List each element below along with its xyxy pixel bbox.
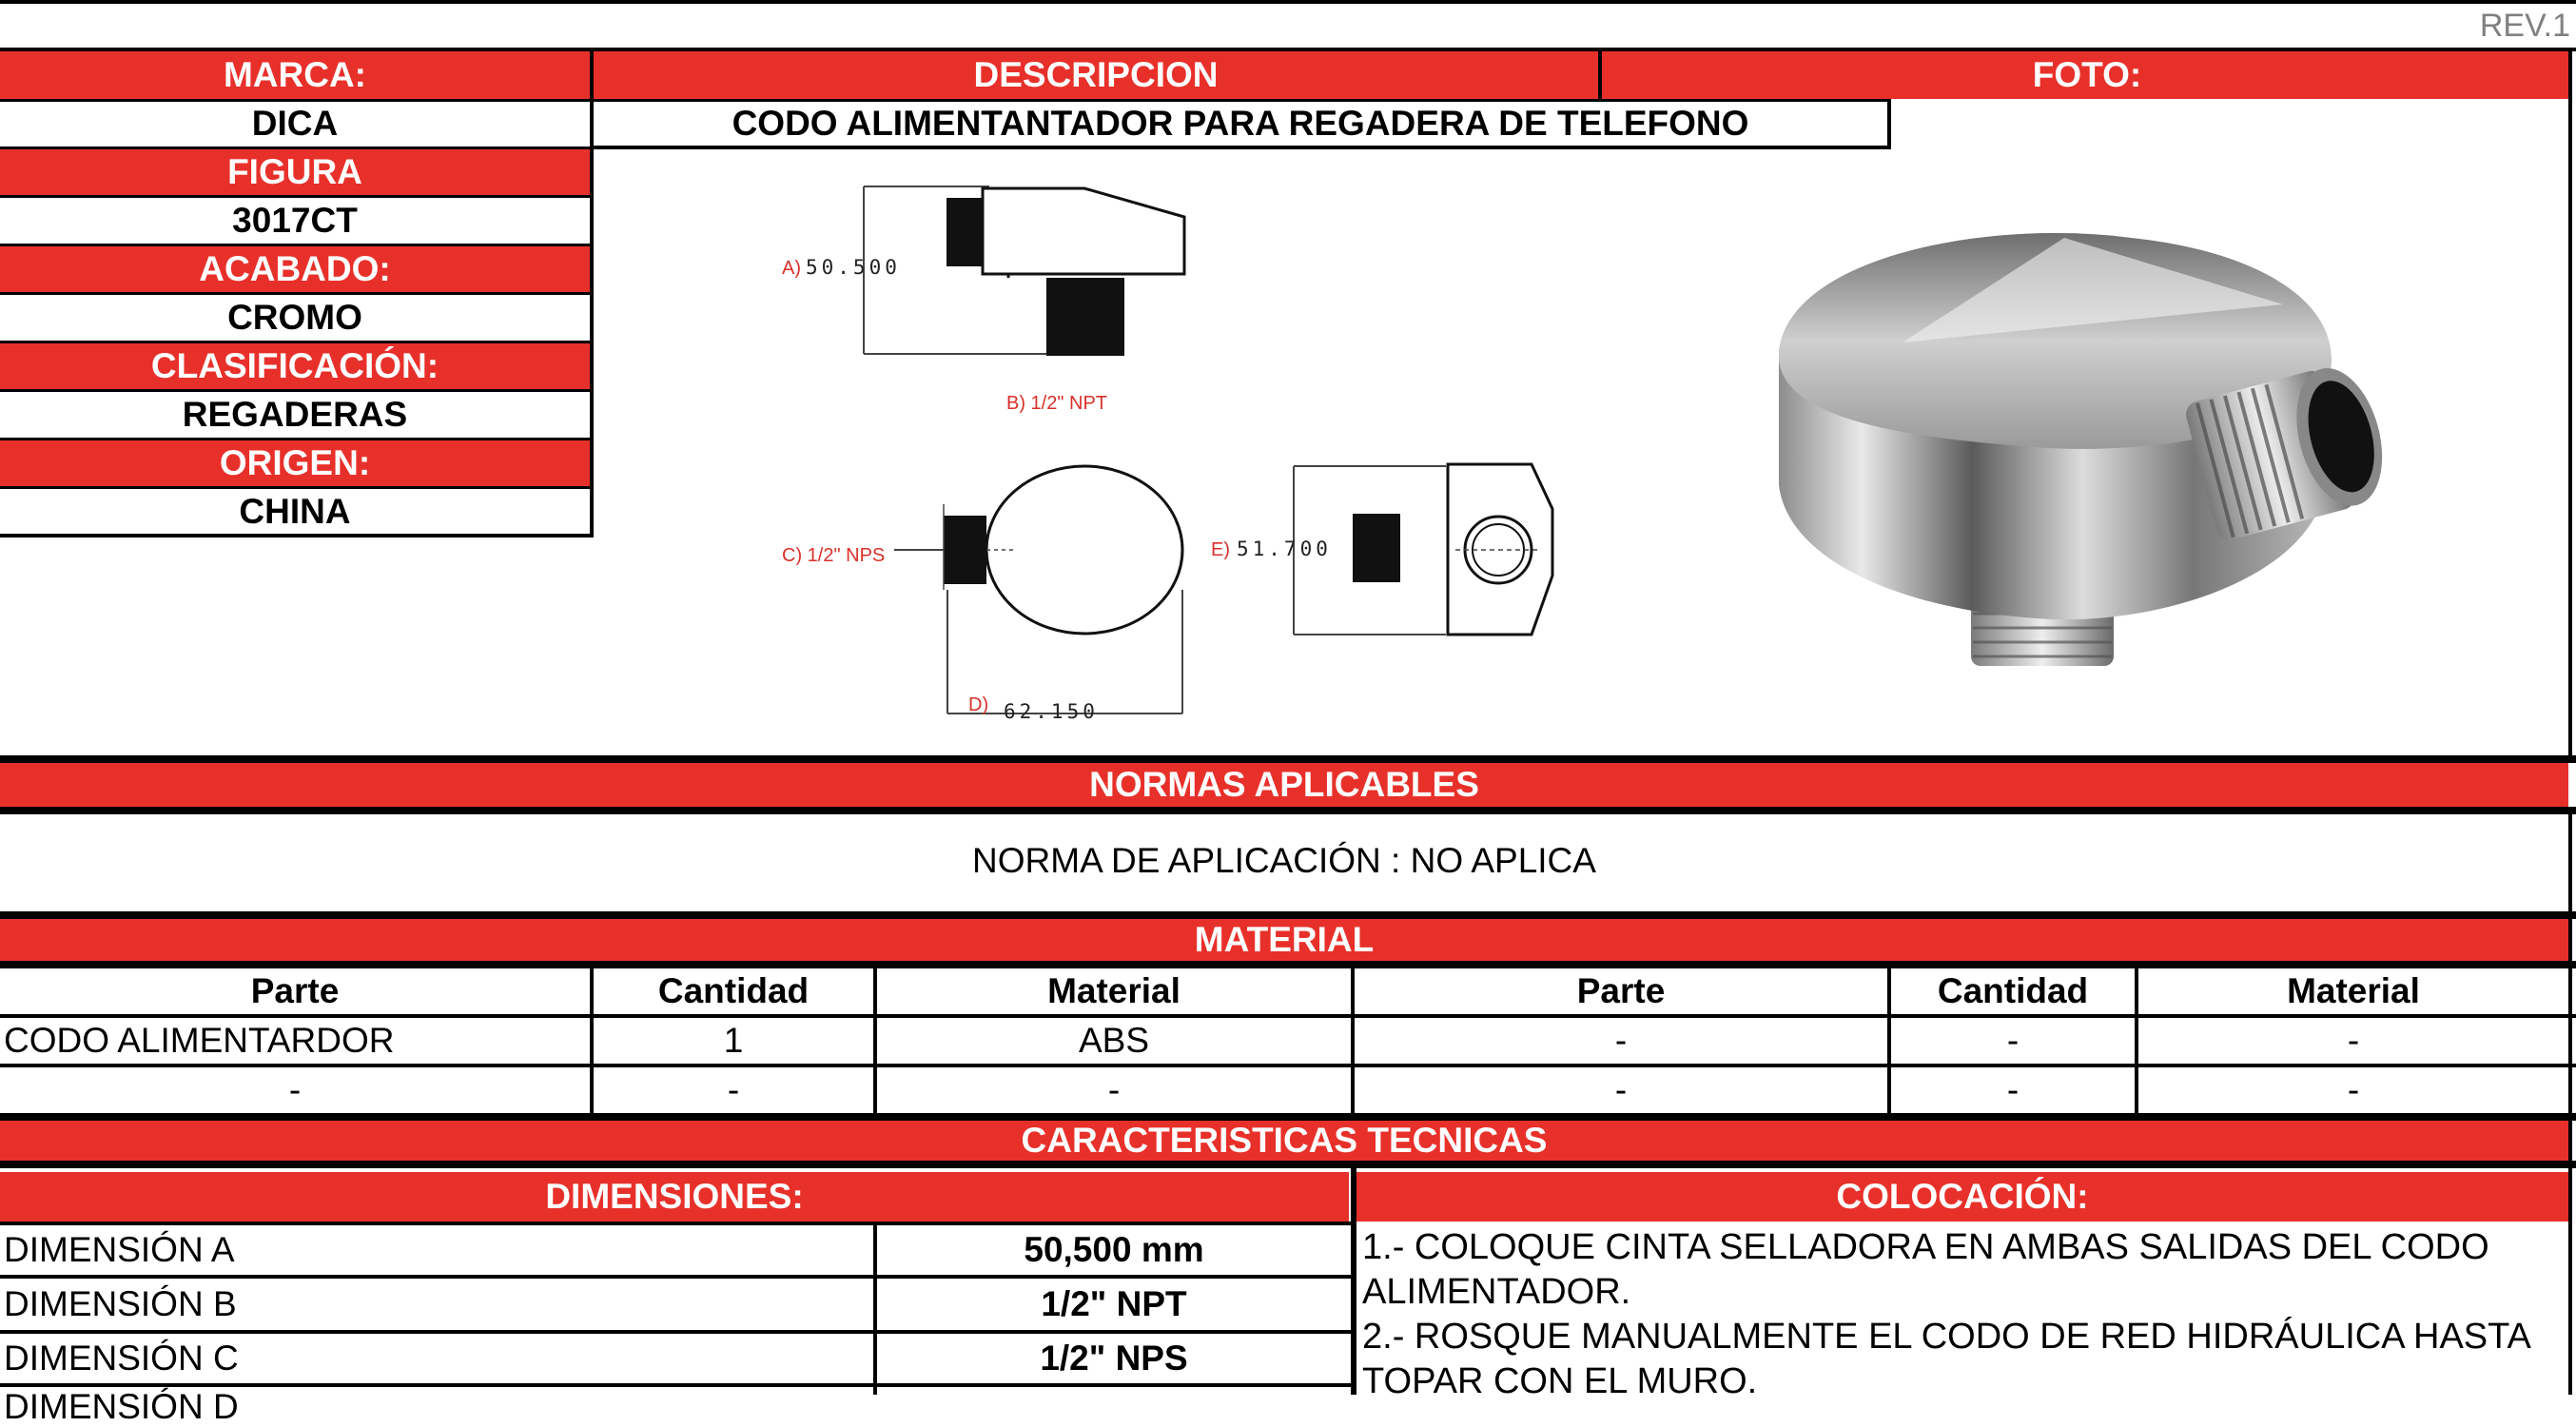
dim-c-name: DIMENSIÓN C [0, 1334, 873, 1383]
dim-c-result: 1/2" NPS [877, 1334, 1351, 1383]
material-row1-cantidad-2: - [1891, 1018, 2135, 1064]
material-row1-parte-2: - [1355, 1018, 1887, 1064]
dim-a-value: 50.500 [806, 256, 901, 279]
material-row1-material: ABS [877, 1018, 1351, 1064]
normas-text: NORMA DE APLICACIÓN : NO APLICA [0, 818, 2568, 904]
dim-d-prefix: D) [968, 694, 989, 715]
dim-b-label: B) 1/2" NPT [1006, 393, 1108, 414]
acabado-value: CROMO [0, 295, 590, 341]
clasificacion-value: REGADERAS [0, 392, 590, 438]
acabado-header: ACABADO: [0, 246, 590, 292]
material-col-cantidad: Cantidad [594, 968, 873, 1014]
material-col-parte-2: Parte [1355, 968, 1887, 1014]
dim-a-result: 50,500 mm [877, 1225, 1351, 1275]
dim-b-name: DIMENSIÓN B [0, 1279, 873, 1330]
foto-header: FOTO: [1602, 51, 2572, 99]
marca-header: MARCA: [0, 51, 590, 99]
technical-drawing [761, 171, 1570, 733]
dim-e-prefix: E) [1211, 539, 1230, 560]
dim-c-label: C) 1/2" NPS [782, 545, 886, 566]
material-row2-parte-2: - [1355, 1067, 1887, 1113]
material-row1-cantidad: 1 [594, 1018, 873, 1064]
dim-d-value: 62.150 [1004, 700, 1099, 723]
dimensiones-header: DIMENSIONES: [0, 1172, 1349, 1222]
clasificacion-header: CLASIFICACIÓN: [0, 343, 590, 389]
material-row2-cantidad: - [594, 1067, 873, 1113]
descripcion-value: CODO ALIMENTANTADOR PARA REGADERA DE TELEFONO [594, 101, 1887, 147]
colocacion-step-1: 1.- COLOQUE CINTA SELLADORA EN AMBAS SALIDAS DEL CODO ALIMENTADOR. [1362, 1227, 2489, 1312]
dim-e-value: 51.700 [1237, 538, 1332, 560]
material-row2-parte: - [0, 1067, 590, 1113]
material-col-parte: Parte [0, 968, 590, 1014]
colocacion-steps [1356, 1222, 2568, 1401]
dim-d-name: DIMENSIÓN D [0, 1387, 873, 1395]
colocacion-header: COLOCACIÓN: [1356, 1172, 2568, 1222]
material-col-cantidad-2: Cantidad [1891, 968, 2135, 1014]
material-row1-parte: CODO ALIMENTARDOR [0, 1018, 590, 1064]
dim-b-result: 1/2" NPT [877, 1279, 1351, 1330]
material-col-material-2: Material [2138, 968, 2568, 1014]
figura-header: FIGURA [0, 149, 590, 195]
material-row2-cantidad-2: - [1891, 1067, 2135, 1113]
end-view-drawing [1294, 464, 1552, 635]
descripcion-header: DESCRIPCION [594, 51, 1598, 99]
material-row2-material-2: - [2138, 1067, 2568, 1113]
material-row1-material-2: - [2138, 1018, 2568, 1064]
revision-label: REV.1 [2479, 8, 2570, 44]
product-photo [1750, 200, 2492, 694]
side-view-drawing [864, 186, 1184, 356]
normas-header: NORMAS APLICABLES [0, 763, 2568, 807]
origen-value: CHINA [0, 489, 590, 535]
material-col-material: Material [877, 968, 1351, 1014]
origen-header: ORIGEN: [0, 440, 590, 486]
colocacion-step-2: 2.- ROSQUE MANUALMENTE EL CODO DE RED HIDRÁULICA HASTA TOPAR CON EL MURO. [1362, 1317, 2529, 1401]
material-header: MATERIAL [0, 919, 2568, 961]
front-view-drawing [894, 466, 1182, 714]
material-row2-material: - [877, 1067, 1351, 1113]
dim-a-prefix: A) [782, 258, 801, 279]
marca-value: DICA [0, 101, 590, 147]
figura-value: 3017CT [0, 198, 590, 244]
dim-a-name: DIMENSIÓN A [0, 1225, 873, 1275]
caracteristicas-header: CARACTERISTICAS TECNICAS [0, 1121, 2568, 1161]
